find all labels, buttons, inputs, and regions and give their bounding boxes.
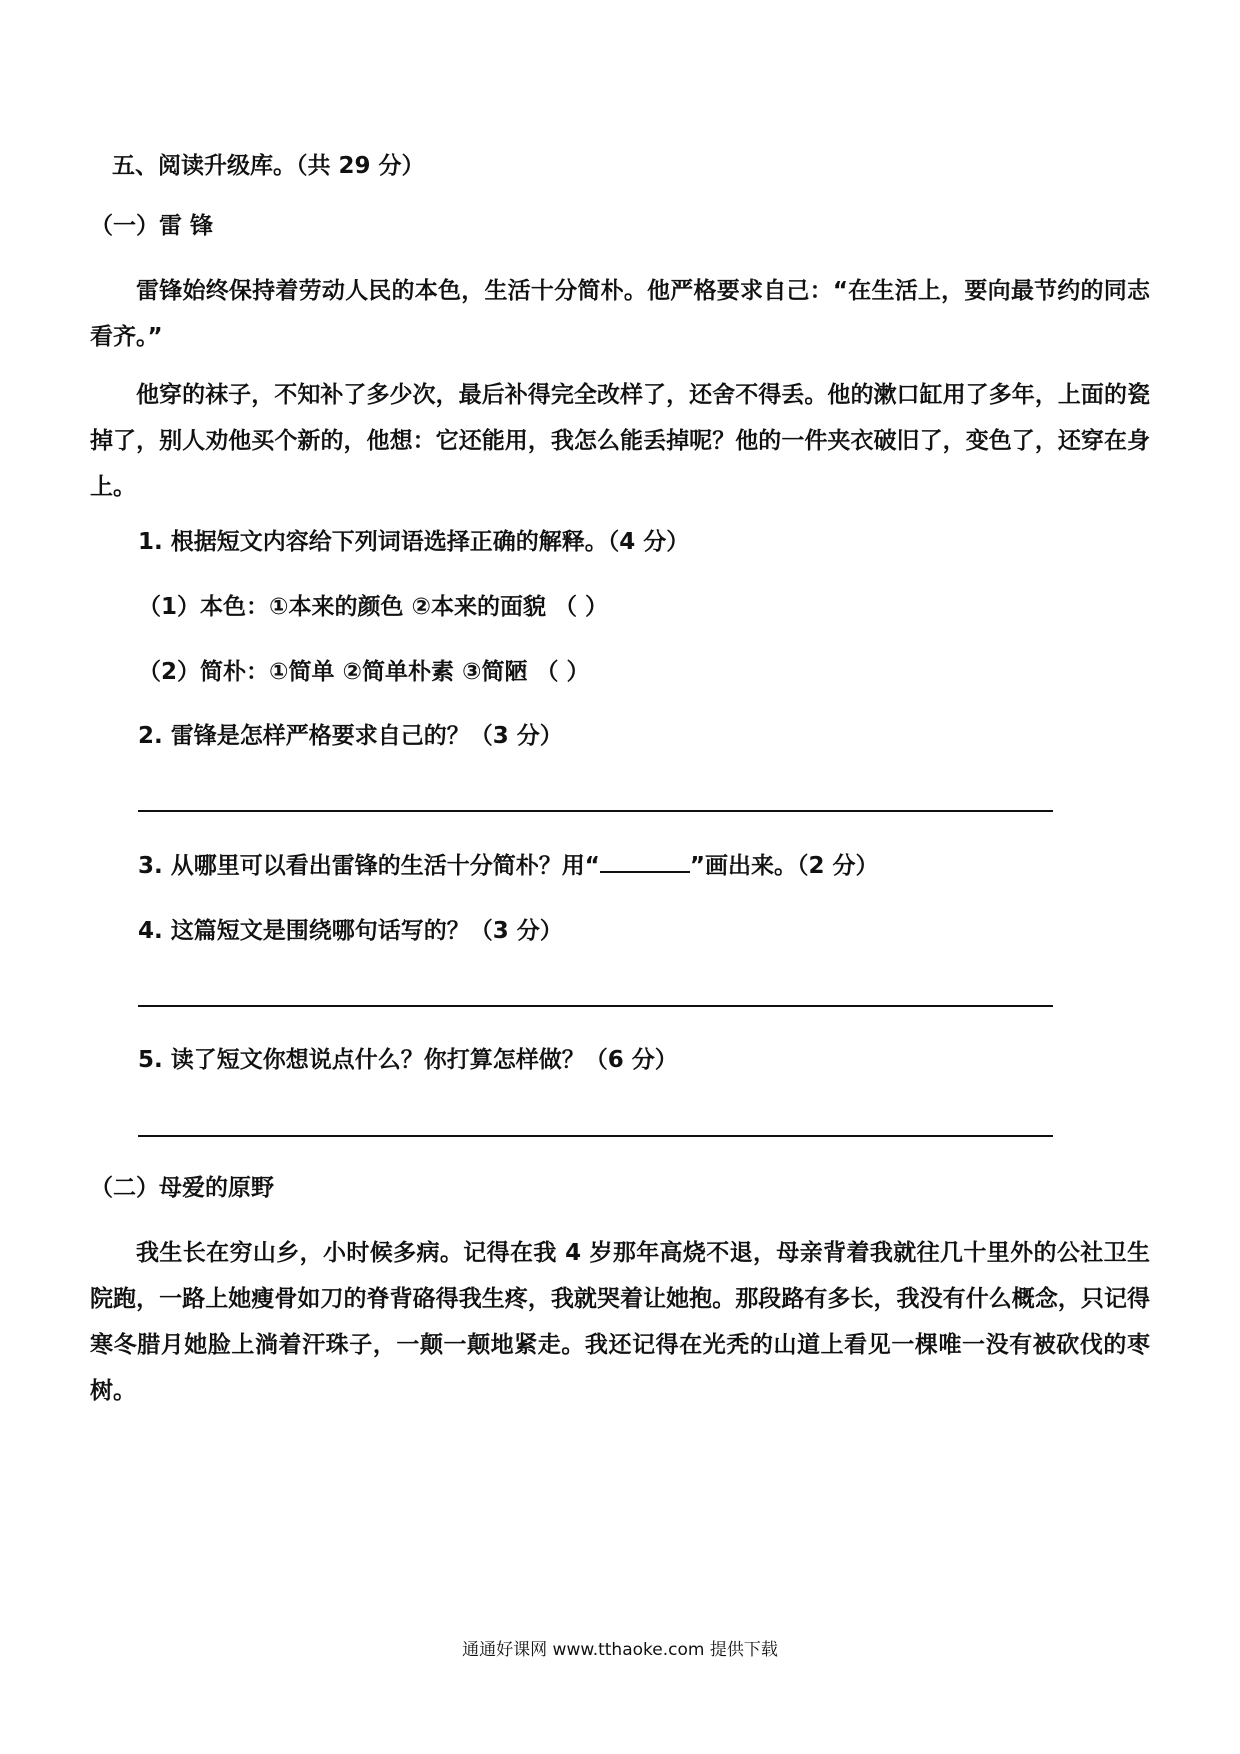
underline-sample — [600, 849, 690, 873]
section-title: 五、阅读升级库。（共 29 分） — [112, 153, 425, 179]
passage2-paragraph: 我生长在穷山乡，小时候多病。记得在我 4 岁那年高烧不退，母亲背着我就往几十里外的公社卫生院跑，一路上她瘦骨如刀的脊背硌得我生疼，我就哭着让她抱。那段路有多长，我没有什么概念，只记得寒冬腊月她脸上淌着汗珠子，一颠一颠地紧走。我还记得在光秃的山道上看见一棵唯一没有被砍伐的枣树。 — [90, 1240, 1150, 1404]
passage1-title: （一）雷 锋 — [90, 213, 214, 239]
passage1-paragraph-2: 他穿的袜子，不知补了多少次，最后补得完全改样了，还舍不得丢。他的漱口缸用了多年，上面的瓷掉了，别人劝他买个新的，他想：它还能用，我怎么能丢掉呢？他的一件夹衣破旧了，变色了，还穿在身上。 — [90, 382, 1150, 500]
question-3 — [138, 843, 1198, 889]
answer-line-q4[interactable] — [138, 1005, 1053, 1007]
passage1-paragraph-1: 雷锋始终保持着劳动人民的本色，生活十分简朴。他严格要求自己：“在生活上，要向最节约的同志看齐。” — [90, 278, 1150, 350]
question-3-text-after: ”画出来。（2 分） — [689, 853, 879, 879]
answer-line-q2[interactable] — [138, 810, 1053, 812]
question-2: 2. 雷锋是怎样严格要求自己的？（3 分） — [138, 723, 563, 749]
question-4: 4. 这篇短文是围绕哪句话写的？（3 分） — [138, 918, 563, 944]
question-5: 5. 读了短文你想说点什么？你打算怎样做？（6 分） — [138, 1047, 678, 1073]
footer-download-note: 通通好课网 www.tthaoke.com 提供下载 — [462, 1640, 778, 1660]
answer-line-q5[interactable] — [138, 1135, 1053, 1137]
question-1-2: （2）简朴：①简单 ②简单朴素 ③简陋 （ ） — [138, 659, 590, 685]
question-1-1: （1）本色：①本来的颜色 ②本来的面貌 （ ） — [138, 594, 608, 620]
question-1: 1. 根据短文内容给下列词语选择正确的解释。（4 分） — [138, 529, 690, 555]
question-3-text-before: 3. 从哪里可以看出雷锋的生活十分简朴？用“ — [138, 853, 600, 879]
passage2-title: （二）母爱的原野 — [90, 1175, 274, 1201]
